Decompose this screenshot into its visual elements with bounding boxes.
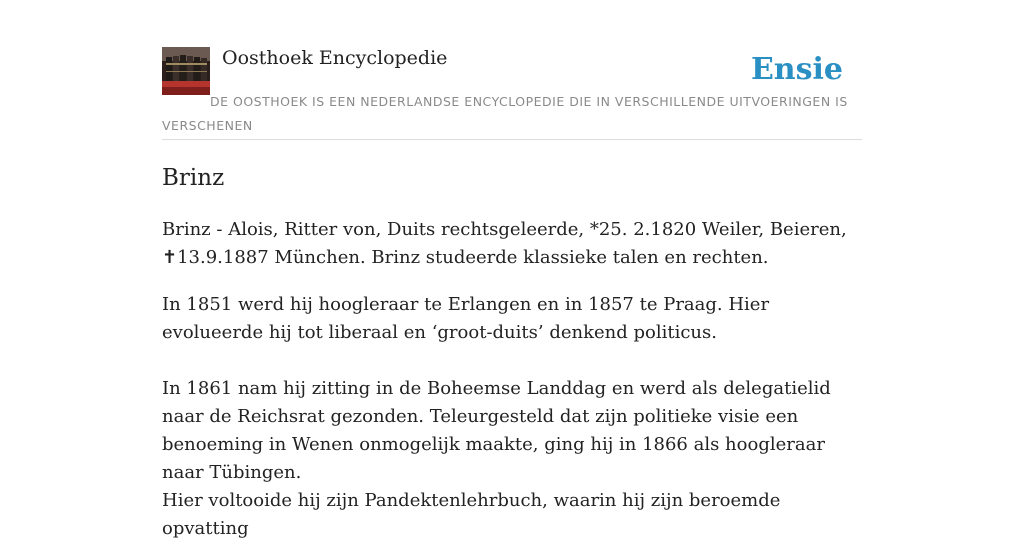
article-paragraph: In 1851 werd hij hoogleraar te Erlangen en in 1857 te Praag. Hier evolueerde hij tot liberaal en ‘groot-duits’ denkend politicus. — [162, 294, 770, 343]
article-paragraph: In 1861 nam hij zitting in de Boheemse Landdag en werd als delegatielid naar de Reichsrat gezonden. Teleurgesteld dat zijn politieke visie een benoeming in Wenen onmogelijk maakte, ging hij in 1866 als hoogleraar naar Tübingen. — [162, 378, 831, 483]
site-header — [162, 0, 862, 140]
article-paragraph: Hier voltooide hij zijn Pandektenlehrbuch, waarin hij zijn beroemde opvatting — [162, 490, 781, 539]
page-container — [162, 0, 862, 539]
bookshelf-avatar-icon[interactable] — [162, 47, 210, 95]
article-title: Brinz — [162, 165, 225, 191]
site-title[interactable]: Oosthoek Encyclopedie — [222, 47, 448, 69]
article-paragraph: Brinz - Alois, Ritter von, Duits rechtsgeleerde, *25. 2.1820 Weiler, Beieren, ✝13.9.1887 München. Brinz studeerde klassieke talen en rechten. — [162, 219, 847, 268]
brand-logo[interactable]: Ensie — [750, 52, 843, 87]
site-tagline: DE OOSTHOEK IS EEN NEDERLANDSE ENCYCLOPEDIE DIE IN VERSCHILLENDE UITVOERINGEN IS VERSCHENEN — [162, 94, 848, 133]
